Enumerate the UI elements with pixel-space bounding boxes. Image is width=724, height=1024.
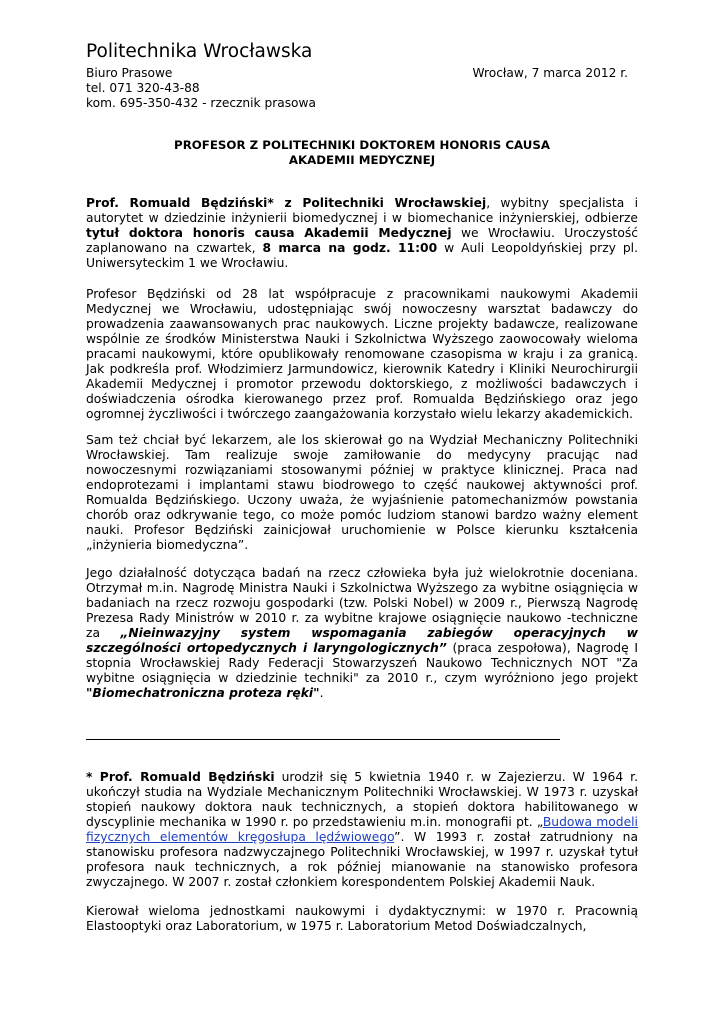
title-line-2: AKADEMII MEDYCZNEJ xyxy=(288,153,436,167)
awards-text-2: (praca zespołowa), Nagrodę I stopnia Wrocławskiej Rady Federacji Stowarzyszeń Naukowo Technicznych NOT "Za wybitne osiągnięcia w dziedzinie techniki" za 2010 r., czym wyróżniono jego projekt xyxy=(86,641,639,685)
footnote-biography xyxy=(86,770,638,890)
awards-text-1: Jego działalność dotycząca badań na rzecz człowieka była już wielokrotnie doceniana. Otrzymał m.in. Nagrodę Ministra Nauki i Szkolnictwa Wyższego za wybitne osiągnięcia w badaniach na rzecz rozwoju gospodarki (tzw. Polski Nobel) w 2009 r., Pierwszą Nagrodę Prezesa Rady Ministrów w 2010 r. za wybitne krajowe osiągnięcie naukowo -techniczne za xyxy=(86,566,638,640)
press-release-title xyxy=(86,138,638,168)
paragraph-cooperation: Profesor Będziński od 28 lat współpracuje z pracownikami naukowymi Akademii Medycznej we Wrocławiu, udostępniając swój nowoczesny warsztat badawczy do prowadzenia zaawansowanych prac naukowych. Liczne projekty badawcze, realizowane wspólnie ze środków Ministerstwa Nauki i Szkolnictwa Wyższego zaowocowały wieloma pracami naukowymi, które opublikowały renomowane czasopisma w kraju i za granicą. Jak podkreśla prof. Włodzimierz Jarmundowicz, kierownik Katedry i Kliniki Neurochirurgii Akademii Medycznej i promotor przewodu doktorskiego, z możliwości badawczych i doświadczenia ośrodka kierowanego przez prof. Romualda Będzińskiego oraz jego ogromnej życzliwości i twórczego zaangażowania korzystało wielu lekarzy akademickich. xyxy=(86,287,638,421)
footnote-positions: Kierował wieloma jednostkami naukowymi i dydaktycznymi: w 1970 r. Pracownią Elastooptyki oraz Laboratorium, w 1975 r. Laboratorium Metod Doświadczalnych, xyxy=(86,904,638,933)
footnote-name: * Prof. Romuald Będziński xyxy=(86,770,275,784)
intro-text-1: , wybitny specjalista i autorytet w dziedzinie inżynierii biomedycznej i w biomechanice inżynierskiej, odbierze xyxy=(86,196,638,225)
intro-text-2: we Wrocławiu. Uroczystość zaplanowano na czwartek, xyxy=(86,226,639,255)
intro-bold-time: 8 marca na godz. 11:00 xyxy=(262,241,438,255)
intro-bold-title: tytuł doktora honoris causa Akademii Medycznej xyxy=(86,226,452,240)
phone-number: tel. 071 320-43-88 xyxy=(86,81,200,95)
intro-bold-name: Prof. Romuald Będziński* z Politechniki Wrocławskiej xyxy=(86,196,487,210)
monograph-link[interactable]: Budowa modeli fizycznych elementów kręgosłupa lędźwiowego xyxy=(86,815,638,844)
awards-project-name: "Biomechatroniczna proteza ręki" xyxy=(86,686,320,700)
press-office: Biuro Prasowe xyxy=(86,66,173,80)
paragraph-intro xyxy=(86,196,638,271)
intro-text-3: w Auli Leopoldyńskiej przy pl. Uniwersyteckim 1 we Wrocławiu. xyxy=(86,241,639,270)
document-date: Wrocław, 7 marca 2012 r. xyxy=(472,66,628,80)
title-line-1: PROFESOR Z POLITECHNIKI DOKTOREM HONORIS CAUSA xyxy=(174,138,550,152)
footnote-text-1: urodził się 5 kwietnia 1940 r. w Zajezierzu. W 1964 r. ukończył studia na Wydziale Mechanicznym Politechniki Wrocławskiej. W 1973 r. uzyskał stopień naukowy doktora nauk technicznych, a stopień doktora habilitowanego w dyscyplinie mechanika w 1990 r. po przedstawieniu m.in. monografii pt. „ xyxy=(86,770,638,829)
footnote-divider xyxy=(86,739,560,740)
paragraph-career: Sam też chciał być lekarzem, ale los skierował go na Wydział Mechaniczny Politechniki Wrocławskiej. Tam realizuje swoje zamiłowanie do medycyny pracując nad nowoczesnymi rozwiązaniami stosowanymi później w praktyce klinicznej. Praca nad endoprotezami i implantami stawu biodrowego to część naukowej aktywności prof. Romualda Będzińskiego. Uczony uważa, że wyjaśnienie patomechanizmów powstania chorób oraz odkrywanie tego, co może pomóc ludziom stanowi bardzo ważny element nauki. Profesor Będziński zainicjował uruchomienie w Polsce kierunku kształcenia „inżynieria biomedyczna”. xyxy=(86,433,638,552)
organization-name: Politechnika Wrocławska xyxy=(86,41,313,62)
mobile-number: kom. 695-350-432 - rzecznik prasowa xyxy=(86,96,316,110)
awards-system-name: „Nieinwazyjny system wspomagania zabiegów operacyjnych w szczególności ortopedycznych i laryngologicznych” xyxy=(86,626,639,655)
awards-text-3: . xyxy=(319,686,324,700)
footnote-text-2: ”. W 1993 r. został zatrudniony na stanowisku profesora nadzwyczajnego Politechniki Wrocławskiej, w 1997 r. uzyskał tytuł profesora nauk technicznych, a rok później mianowanie na stanowisko profesora zwyczajnego. W 2007 r. został członkiem korespondentem Polskiej Akademii Nauk. xyxy=(86,830,638,889)
paragraph-awards xyxy=(86,566,638,701)
